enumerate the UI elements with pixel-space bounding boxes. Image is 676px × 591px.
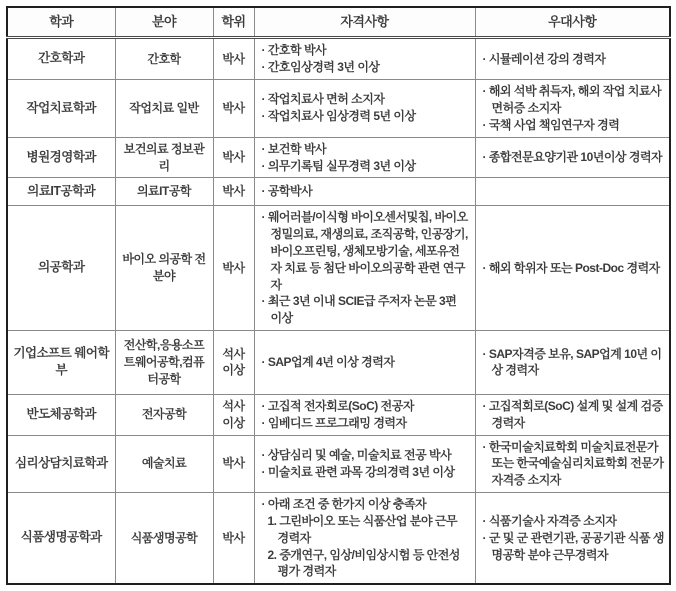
cell-preferred — [475, 206, 670, 331]
cell-field: 식품생명공학 — [115, 492, 213, 584]
list-item: · 최근 3년 이내 SCIE급 주저자 논문 3편 이상 — [261, 294, 457, 326]
table-row — [7, 206, 670, 331]
cell-field: 예술치료 — [115, 435, 213, 492]
cell-preferred — [475, 435, 670, 492]
list-item: · 간호학 박사 — [261, 43, 327, 58]
col-header-degree: 학위 — [213, 7, 254, 38]
cell-department: 기업소프트 웨어학부 — [7, 330, 115, 394]
cell-department: 작업치료학과 — [7, 79, 115, 137]
list-item: · 공학박사 — [261, 184, 313, 199]
list-item: · 시뮬레이션 강의 경력자 — [482, 51, 606, 66]
list-item: · 한국미술치료학회 미술치료전문가 또는 한국예술심리치료학회 전문가 자격증 소지자 — [482, 439, 664, 488]
header-row — [7, 7, 670, 38]
cell-preferred — [475, 178, 670, 206]
cell-department: 의공학과 — [7, 206, 115, 331]
list-item: · SAP업계 4년 이상 경력자 — [261, 355, 395, 370]
cell-qualifications — [254, 492, 475, 584]
cell-field: 전산학,응용소프트웨어공학,컴퓨터공학 — [115, 330, 213, 394]
cell-field: 전자공학 — [115, 394, 213, 435]
recruitment-table — [6, 6, 671, 585]
cell-field: 작업치료 일반 — [115, 79, 213, 137]
table-row — [7, 492, 670, 584]
cell-qualifications — [254, 206, 475, 331]
cell-field: 간호학 — [115, 38, 213, 80]
cell-department: 심리상담치료학과 — [7, 435, 115, 492]
table-row — [7, 79, 670, 137]
list-item: · 해외 학위자 또는 Post-Doc 경력자 — [482, 260, 660, 275]
cell-qualifications — [254, 79, 475, 137]
cell-degree: 석사 이상 — [213, 394, 254, 435]
cell-degree: 박사 — [213, 79, 254, 137]
cell-department: 병원경영학과 — [7, 137, 115, 178]
col-header-preferred: 우대사항 — [475, 7, 670, 38]
list-item: · 보건학 박사 — [261, 141, 327, 156]
cell-department: 간호학과 — [7, 38, 115, 80]
cell-field: 보건의료 정보관리 — [115, 137, 213, 178]
table-row — [7, 38, 670, 80]
list-item: 1. 그린바이오 또는 식품산업 분야 근무 경력자 — [267, 513, 458, 545]
col-header-qualifications: 자격사항 — [254, 7, 475, 38]
table-row — [7, 394, 670, 435]
list-item: · 고집적회로(SoC) 설계 및 설계 검증 경력자 — [482, 398, 663, 430]
list-item: · 해외 석박 취득자, 해외 작업 치료사 면허증 소지자 — [482, 84, 662, 115]
cell-field: 의료IT공학 — [115, 178, 213, 206]
list-item: · 의무기록팀 실무경력 3년 이상 — [261, 158, 416, 173]
cell-qualifications — [254, 330, 475, 394]
cell-preferred — [475, 394, 670, 435]
list-item: · 고집적 전자회로(SoC) 전공자 — [261, 398, 414, 413]
list-item: 2. 중개연구, 임상/비임상시험 등 안전성 평가 경력자 — [267, 547, 460, 579]
list-item: · 아래 조건 중 한가지 이상 충족자 — [261, 497, 427, 512]
table-body — [7, 38, 670, 585]
list-item: · 식품기술사 자격증 소지자 — [482, 513, 617, 528]
list-item: · 국책 사업 책임연구자 경력 — [482, 117, 620, 132]
cell-degree: 박사 — [213, 492, 254, 584]
cell-preferred — [475, 492, 670, 584]
col-header-department: 학과 — [7, 7, 115, 38]
list-item: · 상담심리 및 예술, 미술치료 전공 박사 — [261, 447, 452, 462]
list-item: · 간호임상경력 3년 이상 — [261, 59, 380, 74]
cell-qualifications — [254, 178, 475, 206]
cell-preferred — [475, 38, 670, 80]
cell-qualifications — [254, 435, 475, 492]
cell-preferred — [475, 137, 670, 178]
cell-preferred — [475, 330, 670, 394]
cell-degree: 박사 — [213, 206, 254, 331]
table-row — [7, 435, 670, 492]
cell-degree: 박사 — [213, 137, 254, 178]
cell-qualifications — [254, 38, 475, 80]
col-header-field: 분야 — [115, 7, 213, 38]
cell-field: 바이오 의공학 전분야 — [115, 206, 213, 331]
cell-preferred — [475, 79, 670, 137]
list-item: · 미술치료 관련 과목 강의경력 3년 이상 — [261, 464, 455, 479]
cell-qualifications — [254, 394, 475, 435]
cell-department: 반도체공학과 — [7, 394, 115, 435]
table-row — [7, 178, 670, 206]
list-item: · 작업치료사 임상경력 5년 이상 — [261, 109, 416, 124]
list-item: · 군 및 군 관련기관, 공공기관 식품 생명공학 분야 근무경력자 — [482, 530, 664, 562]
list-item: · 웨어러블/이식형 바이오센서및칩, 바이오 정밀의료, 재생의료, 조직공학, 인공장기, 바이오프린팅, 생체모방기술, 세포유전자 치료 등 첨단 바이오의공학 관련 연구자 — [261, 210, 468, 292]
list-item: · 작업치료사 면허 소지자 — [261, 92, 385, 107]
cell-degree: 석사 이상 — [213, 330, 254, 394]
cell-degree: 박사 — [213, 38, 254, 80]
table-row — [7, 137, 670, 178]
cell-department: 식품생명공학과 — [7, 492, 115, 584]
list-item: · 임베디드 프로그래밍 경력자 — [261, 415, 407, 430]
table-row — [7, 330, 670, 394]
cell-qualifications — [254, 137, 475, 178]
cell-department: 의료IT공학과 — [7, 178, 115, 206]
cell-degree: 박사 — [213, 435, 254, 492]
list-item: · SAP자격증 보유, SAP업계 10년 이상 경력자 — [482, 346, 662, 378]
list-item: · 종합전문요양기관 10년이상 경력자 — [482, 150, 663, 165]
cell-degree: 박사 — [213, 178, 254, 206]
